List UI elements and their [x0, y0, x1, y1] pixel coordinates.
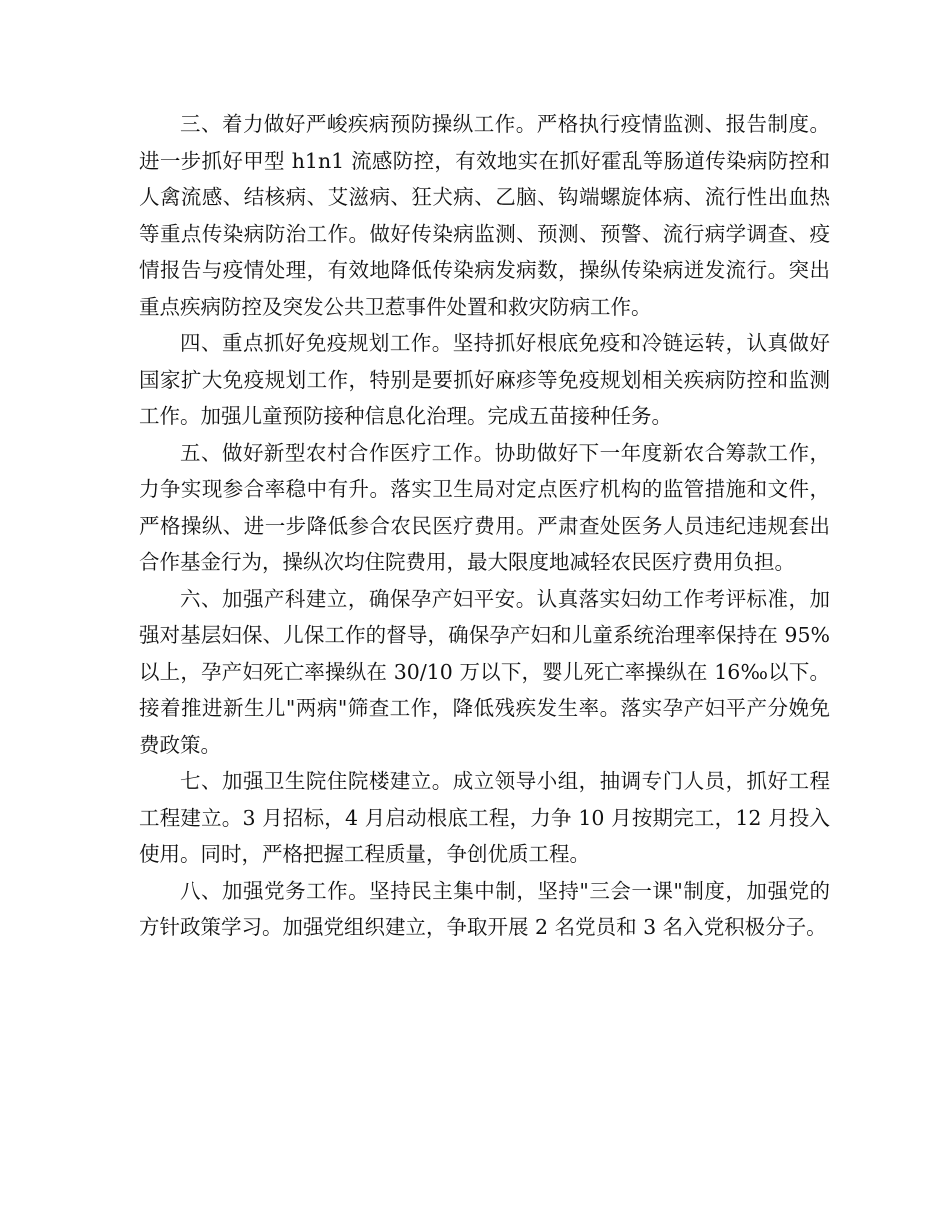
- paragraph-rural-cooperative-medical: 五、做好新型农村合作医疗工作。协助做好下一年度新农合筹款工作，力争实现参合率稳中有升。落实卫生局对定点医疗机构的监管措施和文件，严格操纵、进一步降低参合农民医疗费用。严肃查处医务人员违纪违规套出合作基金行为，操纵次均住院费用，最大限度地减轻农民医疗费用负担。: [139, 440, 830, 574]
- paragraph-obstetrics: 六、加强产科建立，确保孕产妇平安。认真落实妇幼工作考评标准，加强对基层妇保、儿保工作的督导，确保孕产妇和儿童系统治理率保持在 95%以上，孕产妇死亡率操纵在 30/10 万以下，婴儿死亡率操纵在 16‰以下。接着推进新生儿"两病"筛查工作，降低残疾发生率。落实孕产妇平产分娩免费政策。: [139, 586, 830, 757]
- paragraph-disease-control: 三、着力做好严峻疾病预防操纵工作。严格执行疫情监测、报告制度。进一步抓好甲型 h1n1 流感防控，有效地实在抓好霍乱等肠道传染病防控和人禽流感、结核病、艾滋病、狂犬病、乙脑、钩端螺旋体病、流行性出血热等重点传染病防治工作。做好传染病监测、预测、预警、流行病学调查、疫情报告与疫情处理，有效地降低传染病发病数，操纵传染病迸发流行。突出重点疾病防控及突发公共卫惹事件处置和救灾防病工作。: [139, 112, 830, 319]
- paragraph-inpatient-building: 七、加强卫生院住院楼建立。成立领导小组，抽调专门人员，抓好工程工程建立。3 月招标，4 月启动根底工程，力争 10 月按期完工，12 月投入使用。同时，严格把握工程质量，争创优质工程。: [139, 769, 830, 866]
- paragraph-party-affairs: 八、加强党务工作。坚持民主集中制，坚持"三会一课"制度，加强党的方针政策学习。加强党组织建立，争取开展 2 名党员和 3 名入党积极分子。: [139, 878, 830, 939]
- paragraph-immunization: 四、重点抓好免疫规划工作。坚持抓好根底免疫和冷链运转，认真做好国家扩大免疫规划工作，特别是要抓好麻疹等免疫规划相关疾病防控和监测工作。加强儿童预防接种信息化治理。完成五苗接种任务。: [139, 331, 830, 428]
